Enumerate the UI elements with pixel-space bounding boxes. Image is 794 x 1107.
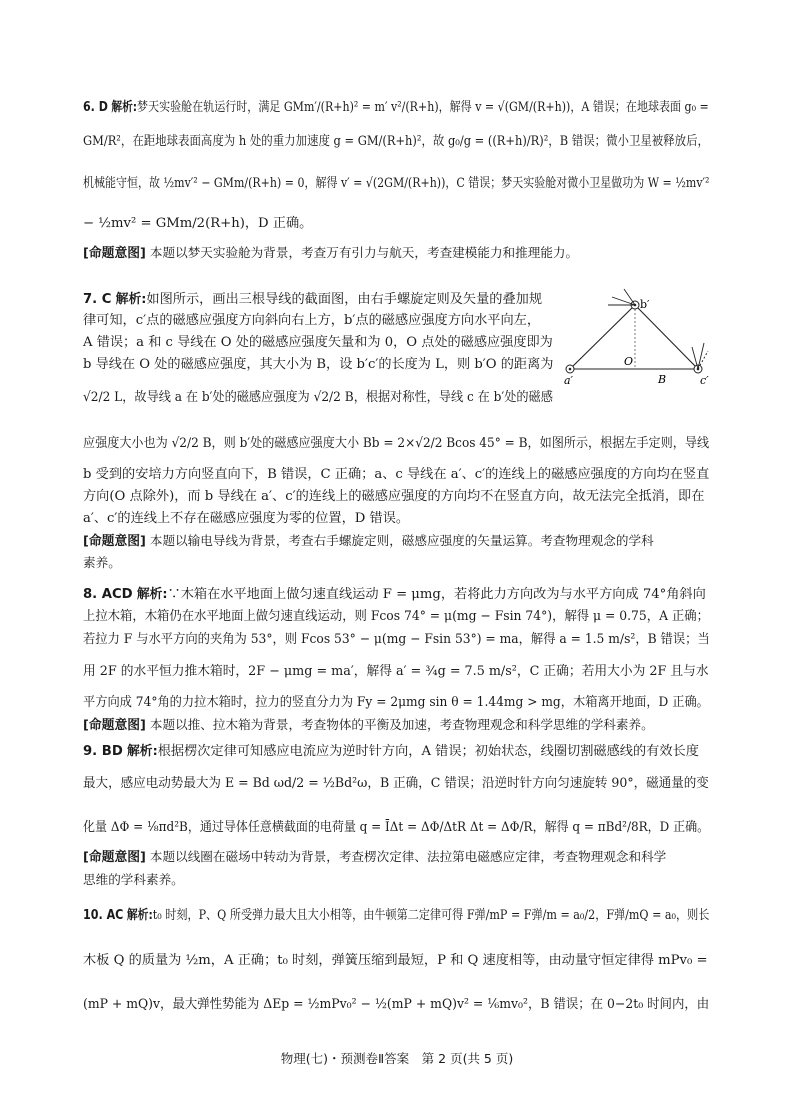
q6-intent-tag: [命题意图]	[83, 246, 146, 261]
q7-line-8: 方向(O 点除外)，而 b 导线在 a′、c′的连线上的磁感应强度的方向均不在竖直方向，故无法完全抵消，即在	[83, 489, 705, 504]
q9-intent-text-1: 本题以线圈在磁场中转动为背景，考查楞次定律、法拉第电磁感应定律，考查物理观念和科学	[149, 849, 667, 864]
label-o: O	[624, 355, 634, 368]
q9-line-1	[83, 740, 699, 759]
q6-line-3: 机械能守恒，故 ½mv′² − GMm/(R+h) = 0，解得 v′ = √(2GM/(R+h))，C 错误；梦天实验舱对微小卫星做功为 W = ½mv′²	[83, 176, 710, 191]
q6-label: 6. D	[83, 100, 108, 115]
q9-intent-text-2: 思维的学科素养。	[83, 872, 184, 887]
q6-line-2: GM/R²，在距地球表面高度为 h 处的重力加速度 g = GM/(R+h)²，故 g₀/g = ((R+h)/R)²，B 错误；微小卫星被释放后，	[83, 134, 709, 149]
magnetic-field-diagram	[562, 285, 712, 393]
q10-analysis-tag: 解析:	[126, 908, 153, 923]
q8-line-2: 上拉木箱，木箱仍在水平地面上做匀速直线运动，则 Fcos 74° = μ(mg − Fsin 74°)，解得 μ = 0.75，A 正确；	[83, 609, 709, 624]
q6-line-4: − ½mv² = GMm/2(R+h)，D 正确。	[83, 216, 313, 231]
q10-line-3: (mP + mQ)v，最大弹性势能为 ΔEp = ½mPv₀² − ½(mP + mQ)v² = ⅙mv₀²，B 错误；在 0−2t₀ 时间内，由	[83, 997, 710, 1012]
q9-text-1: 根据楞次定律可知感应电流应为逆时针方向，A 错误；初始状态，线圈切割磁感线的有效长度	[157, 744, 699, 759]
q7-line-7: b 受到的安培力方向竖直向下，B 错误，C 正确；a、c 导线在 a′、c′的连线上的磁感应强度的方向均在竖直	[83, 467, 710, 482]
label-a: a′	[564, 374, 574, 387]
q6-intent	[83, 242, 578, 261]
q10-line-2: 木板 Q 的质量为 ½m，A 正确；t₀ 时刻，弹簧压缩到最短，P 和 Q 速度相等，由动量守恒定律得 mPv₀ =	[83, 953, 708, 968]
field-vectors-b	[608, 289, 635, 305]
q6-line-1	[83, 96, 709, 115]
q8-intent-tag: [命题意图]	[83, 718, 146, 733]
q7-intent-tag: [命题意图]	[83, 534, 146, 549]
q10-line-1	[83, 904, 709, 923]
q8-label: 8. ACD	[83, 587, 133, 602]
q10-label: 10. AC	[83, 908, 124, 923]
q7-text-1: 如图所示，画出三根导线的截面图，由右手螺旋定则及矢量的叠加规	[146, 292, 543, 307]
q7-line-1	[83, 288, 542, 307]
q8-intent	[83, 714, 654, 733]
q8-line-4: 用 2F 的水平恒力推木箱时，2F − μmg = ma′，解得 a′ = ¾g = 7.5 m/s²，C 正确；若用大小为 2F 且与水	[83, 664, 709, 679]
q8-line-1	[83, 583, 706, 602]
page-footer: 物理(七)・预测卷Ⅱ答案 第 2 页(共 5 页)	[280, 1051, 514, 1066]
q10-text-1: t₀ 时刻，P、Q 所受弹力最大且大小相等，由牛顿第二定律可得 F弹/mP = F弹/m = a₀/2，F弹/mQ = a₀，则长	[152, 908, 710, 923]
q9-analysis-tag: 解析:	[126, 744, 158, 759]
q7-line-5: √2/2 L，故导线 a 在 b′处的磁感应强度为 √2/2 B，根据对称性，导线 c 在 b′处的磁感	[83, 390, 553, 405]
q8-text-1: ∵木箱在水平地面上做匀速直线运动 F = μmg，若将此力方向改为与水平方向成 74°角斜向	[167, 587, 706, 602]
q9-intent-tag: [命题意图]	[83, 850, 146, 865]
label-B: B	[658, 373, 667, 386]
q7-line-6: 应强度大小也为 √2/2 B，则 b′处的磁感应强度大小 Bb = 2×√2/2 Bcos 45° = B，如图所示，根据左手定则，导线	[83, 436, 710, 451]
q6-analysis-tag: 解析:	[111, 100, 138, 115]
q9-intent-1	[83, 846, 666, 865]
q8-intent-text: 本题以推、拉木箱为背景，考查物体的平衡及加速，考查物理观念和科学思维的学科素养。	[149, 717, 654, 732]
label-b: b′	[640, 298, 650, 311]
q7-line-9: a′、c′的连线上不存在磁感应强度为零的位置，D 错误。	[83, 511, 410, 526]
label-c: c′	[700, 374, 709, 387]
q9-line-3: 化量 ΔΦ = ⅛πd²B，通过导体任意横截面的电荷量 q = ĪΔt = ΔΦ/ΔtR Δt = ΔΦ/R，解得 q = πBd²/8R，D 正确。	[83, 820, 710, 835]
q6-text-1: 梦天实验舱在轨运行时，满足 GMm′/(R+h)² = m′ v²/(R+h)，解得 v = √(GM/(R+h))，A 错误；在地球表面 g₀ =	[137, 100, 709, 115]
q7-label: 7. C	[83, 292, 112, 307]
q7-intent-text-1: 本题以输电导线为背景，考查右手螺旋定则，磁感应强度的矢量运算。考查物理观念的学科	[149, 533, 654, 548]
q7-intent-1	[83, 530, 654, 549]
q7-line-4: b 导线在 O 处的磁感应强度，其大小为 B，设 b′c′的长度为 L，则 b′O 的距离为	[83, 357, 554, 372]
q7-line-3: A 错误；a 和 c 导线在 O 处的磁感应强度矢量和为 0，O 点处的磁感应强度即为	[83, 335, 553, 350]
q6-intent-text: 本题以梦天实验舱为背景，考查万有引力与航天，考查建模能力和推理能力。	[149, 245, 579, 260]
line-b-c	[635, 305, 698, 369]
q9-line-2: 最大，感应电动势最大为 E = Bd ωd/2 = ½Bd²ω，B 正确，C 错误；沿逆时针方向匀速旋转 90°，磁通量的变	[83, 776, 709, 791]
q7-intent-text-2: 素养。	[83, 555, 121, 570]
q9-label: 9. BD	[83, 744, 123, 759]
q7-analysis-tag: 解析:	[115, 292, 147, 307]
q8-line-3: 若拉力 F 与水平方向的夹角为 53°，则 Fcos 53° − μ(mg − Fsin 53°) = ma，解得 a = 1.5 m/s²，B 错误；当	[83, 632, 710, 647]
q7-line-2: 律可知，c′点的磁感应强度方向斜向右上方，b′点的磁感应强度方向水平向左，	[83, 313, 541, 328]
q8-line-5: 平方向成 74°角的力拉木箱时，拉力的竖直分力为 Fy = 2μmg sin θ = 1.44mg > mg，木箱离开地面，D 正确。	[83, 695, 709, 710]
q8-analysis-tag: 解析:	[136, 587, 168, 602]
